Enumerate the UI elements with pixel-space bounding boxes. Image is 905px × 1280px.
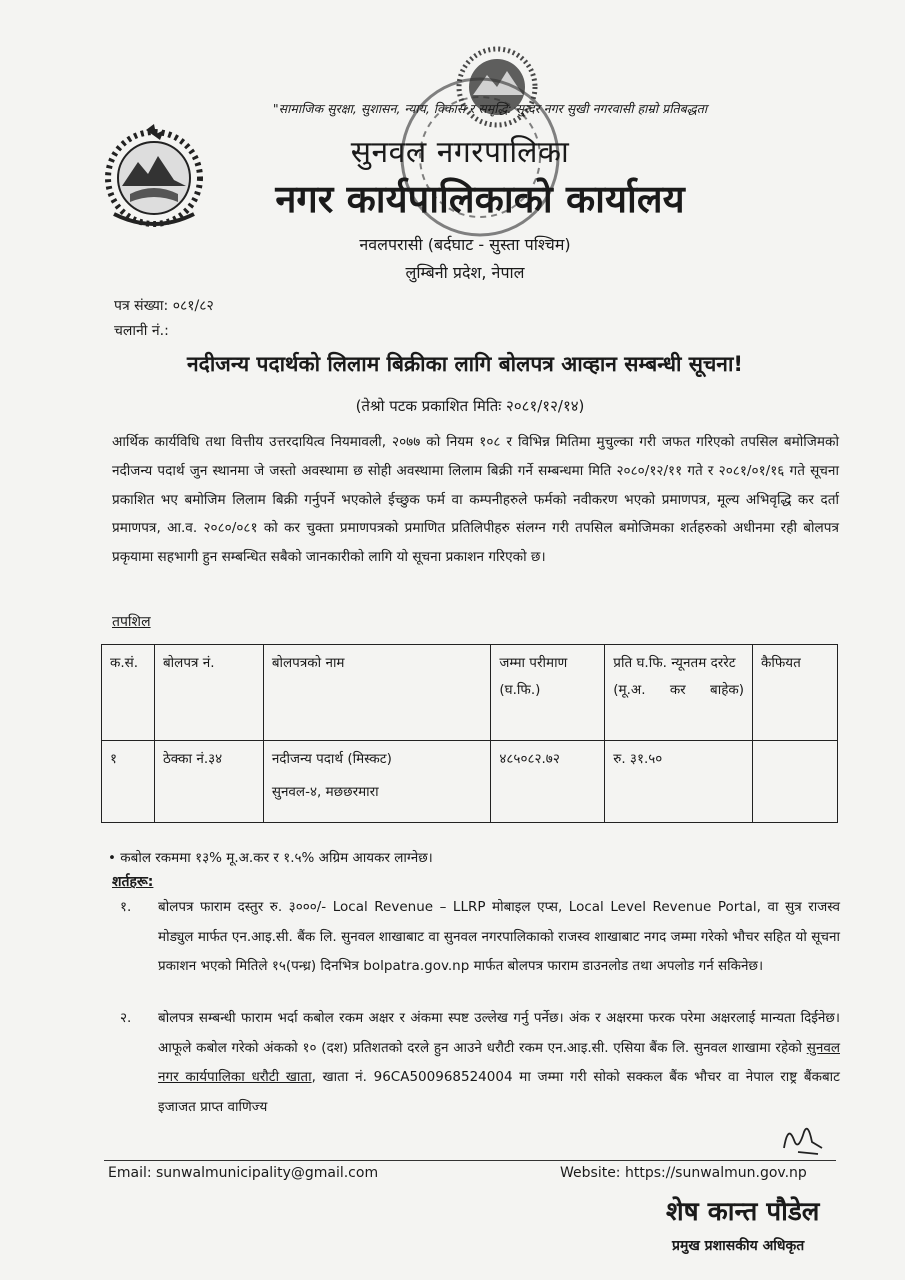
- col-header-sn: क.सं.: [102, 645, 155, 741]
- reference-number: पत्र संख्या: ०८१/८२: [114, 298, 214, 314]
- address-line-1: नवलपरासी (बर्दघाट - सुस्ता पश्चिम): [359, 235, 571, 254]
- cell-bid-no: ठेक्का नं.३४: [154, 741, 263, 823]
- nepal-emblem-icon: [100, 122, 208, 230]
- office-name: नगर कार्यपालिकाको कार्यालय: [275, 177, 685, 221]
- footer-website: Website: https://sunwalmun.gov.np: [560, 1165, 807, 1181]
- col-header-rate: प्रति घ.फि. न्यूनतम दररेट (मू.अ. कर बाहेक): [605, 645, 753, 741]
- table-header-row: [102, 645, 838, 741]
- col-header-quantity: जम्मा परीमाण (घ.फि.): [491, 645, 605, 741]
- address-line-2: लुम्बिनी प्रदेश, नेपाल: [405, 263, 525, 282]
- cell-quantity: ४८५०८२.७२: [491, 741, 605, 823]
- col-header-bid-name: बोलपत्रको नाम: [263, 645, 491, 741]
- dispatch-number: चलानी नं.:: [114, 323, 169, 339]
- condition-number: २.: [120, 1010, 132, 1026]
- bid-name-line-2: सुनवल-४, मछछरमारा: [271, 784, 379, 800]
- condition-item: [120, 1004, 840, 1122]
- condition-text: बोलपत्र फाराम दस्तुर रु. ३०००/- Local Revenue – LLRP मोबाइल एप्स, Local Level Revenue Portal, वा सुत्र राजस्व मोड्युल मार्फत एन.आइ.सी. बैंक लि. सुनवल शाखाबाट वा सुनवल नगरपालिकाको राजस्व शाखाबाट नगद जम्मा गरेको भौचर सहित यो सूचना प्रकाशन भएको मितिले १५(पन्ध्र) दिनभित्र bolpatra.gov.np मार्फत बोलपत्र फाराम डाउनलोड तथा अपलोड गर्न सकिनेछ।: [158, 899, 840, 974]
- municipality-name: सुनवल नगरपालिका: [350, 135, 570, 170]
- notice-title: नदीजन्य पदार्थको लिलाम बिक्रीका लागि बोलपत्र आव्हान सम्बन्धी सूचना!: [187, 352, 743, 376]
- condition-text-part-a: बोलपत्र सम्बन्धी फाराम भर्दा कबोल रकम अक्षर र अंकमा स्पष्ट उल्लेख गर्नु पर्नेछ। अंक र अक्षरमा फरक परेमा अक्षरलाई मान्यता दिईनेछ। आफूले कबोल गरेको अंकको १० (दश) प्रतिशतको दरले हुन आउने धरौटी रकम एन.आइ.सी. एसिया बैंक लि. सुनवल शाखामा रहेको: [158, 1010, 840, 1056]
- table-row: [102, 741, 838, 823]
- notice-body: आर्थिक कार्यविधि तथा वित्तीय उत्तरदायित्व नियमावली, २०७७ को नियम १०८ र विभिन्न मितिमा मुचुल्का गरी जफत गरिएको तपसिल बमोजिमको नदीजन्य पदार्थ जुन स्थानमा जे जस्तो अवस्थामा छ सोही अवस्थामा लिलाम बिक्री गर्ने सम्बन्धमा मिति २०८०/१२/११ गते र २०८१/०१/१६ गते सूचना प्रकाशित भए बमोजिम लिलाम बिक्री गर्नुपर्ने भएकोले ईच्छुक फर्म वा कम्पनीहरुले फर्मको नवीकरण भएको प्रमाणपत्र, मूल्य अभिवृद्धि कर दर्ता प्रमाणपत्र, आ.व. २०८०/०८१ को कर चुक्ता प्रमाणपत्रको प्रमाणित प्रतिलिपीहरु संलग्न गरी तपसिल बमोजिमका शर्तहरुको अधीनमा रही बोलपत्र प्रकृयामा सहभागी हुन सम्बन्धित सबैको जानकारीको लागि यो सूचना प्रकाशन गरिएको छ।: [112, 434, 839, 566]
- bid-details-table: [101, 644, 838, 823]
- deposit-account-name: सुनवल नगर कार्यपालिका धरौटी खाता: [158, 1039, 840, 1085]
- published-date: (तेश्रो पटक प्रकाशित मितिः २०८१/१२/१४): [355, 397, 585, 415]
- footer-divider: [104, 1160, 836, 1161]
- col-header-bid-no: बोलपत्र नं.: [154, 645, 263, 741]
- condition-text-part-b: , खाता नं. 96CA500968524004 मा जम्मा गरी सोको सक्कल बैंक भौचर वा नेपाल राष्ट्र बैंकबाट इजाजत प्राप्त वाणिज्य: [158, 1069, 840, 1115]
- condition-text: [158, 1004, 840, 1122]
- cell-rate: रु. ३१.५०: [605, 741, 753, 823]
- cell-bid-name: [263, 741, 491, 823]
- footer-email: Email: sunwalmunicipality@gmail.com: [108, 1165, 379, 1181]
- col-header-remarks: कैफियत: [753, 645, 838, 741]
- signatory-title: प्रमुख प्रशासकीय अधिकृत: [672, 1238, 805, 1254]
- cell-remarks: [753, 741, 838, 823]
- handwritten-initials-icon: [778, 1118, 828, 1158]
- details-heading: तपशिल: [112, 614, 151, 630]
- condition-number: १.: [120, 899, 132, 915]
- condition-item: [120, 893, 840, 982]
- tax-note: • कबोल रकममा १३% मू.अ.कर र १.५% अग्रिम आयकर लाग्नेछ।: [108, 850, 433, 866]
- motto: "सामाजिक सुरक्षा, सुशासन, न्याय, विकास र समृद्धि: सुन्दर नगर सुखी नगरवासी हाम्रो प्रतिबद्धता: [272, 101, 708, 116]
- bid-name-line-1: नदीजन्य पदार्थ (मिस्कट): [271, 751, 392, 767]
- signatory-name: शेष कान्त पौडेल: [666, 1197, 820, 1227]
- cell-sn: १: [102, 741, 155, 823]
- conditions-heading: शर्तहरू:: [112, 874, 154, 890]
